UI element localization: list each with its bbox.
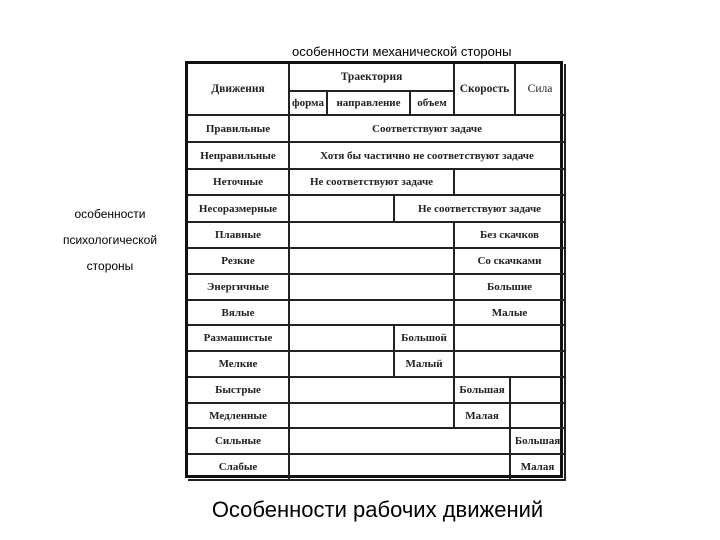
header-movements: Движения	[188, 64, 290, 116]
header-speed: Скорость	[455, 64, 516, 116]
table-cell	[511, 404, 566, 429]
header-direction: направление	[328, 92, 411, 116]
row-label: Сильные	[188, 429, 290, 455]
table-cell	[290, 275, 455, 301]
table-cell: Большой	[395, 326, 455, 352]
table-cell: Не соответствуют задаче	[395, 196, 566, 223]
table-cell	[290, 326, 395, 352]
row-label: Несоразмерные	[188, 196, 290, 223]
table-cell	[290, 301, 455, 326]
movements-table	[185, 61, 563, 478]
header-trajectory: Траектория	[290, 64, 455, 92]
table-cell	[290, 249, 455, 275]
table-cell: Большая	[455, 378, 511, 404]
table-cell: Соответствуют задаче	[290, 116, 566, 143]
row-label: Мелкие	[188, 352, 290, 378]
row-label: Неправильные	[188, 143, 290, 170]
table-cell	[455, 326, 566, 352]
table-cell	[290, 378, 455, 404]
table-cell	[455, 170, 566, 196]
psychological-caption-line3: стороны	[86, 259, 134, 273]
row-label: Медленные	[188, 404, 290, 429]
row-label: Размашистые	[188, 326, 290, 352]
table-cell	[455, 352, 566, 378]
psychological-caption-line2: психологической	[62, 233, 158, 247]
row-label: Быстрые	[188, 378, 290, 404]
row-label: Правильные	[188, 116, 290, 143]
table-cell	[290, 223, 455, 249]
table-cell: Малые	[455, 301, 566, 326]
table-cell: Хотя бы частично не соответствуют задаче	[290, 143, 566, 170]
table-cell	[290, 404, 455, 429]
row-label: Вялые	[188, 301, 290, 326]
psychological-caption-line1: особенности	[74, 207, 146, 221]
table-cell	[511, 378, 566, 404]
table-cell: Со скачками	[455, 249, 566, 275]
row-label: Слабые	[188, 455, 290, 481]
row-label: Резкие	[188, 249, 290, 275]
table-cell: Большие	[455, 275, 566, 301]
slide-title: Особенности рабочих движений	[211, 497, 544, 522]
table-cell: Малая	[511, 455, 566, 481]
table-cell: Без скачков	[455, 223, 566, 249]
header-form: форма	[290, 92, 328, 116]
table-cell	[290, 196, 395, 223]
table-cell	[290, 352, 395, 378]
row-label: Энергичные	[188, 275, 290, 301]
header-volume: объем	[411, 92, 455, 116]
table-cell	[290, 429, 511, 455]
table-cell: Малый	[395, 352, 455, 378]
row-label: Неточные	[188, 170, 290, 196]
header-force: Сила	[516, 64, 566, 116]
mechanical-side-caption: особенности механической стороны	[292, 44, 512, 59]
table-cell: Не соответствуют задаче	[290, 170, 455, 196]
table-cell: Большая	[511, 429, 566, 455]
table-cell	[290, 455, 511, 481]
row-label: Плавные	[188, 223, 290, 249]
table-cell: Малая	[455, 404, 511, 429]
